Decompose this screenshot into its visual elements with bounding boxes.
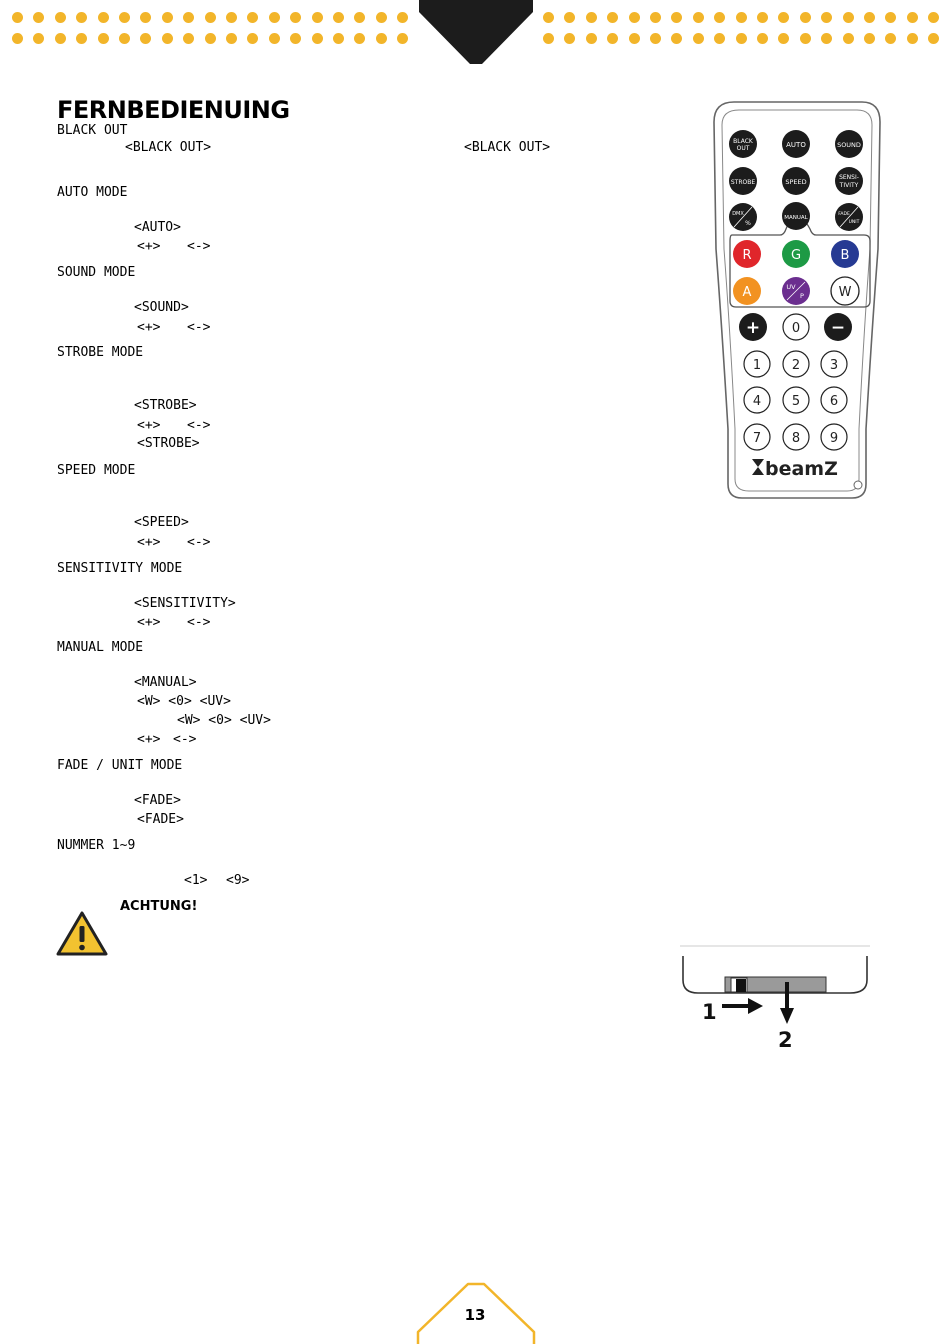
header-dot — [98, 12, 109, 23]
key-sensitivity-plus: <+> — [137, 615, 161, 630]
header-dot — [757, 12, 768, 23]
header-dot — [162, 33, 173, 44]
header-dot — [333, 12, 344, 23]
remote-number-3-button — [821, 351, 847, 377]
header-dot — [333, 33, 344, 44]
header-dot — [928, 33, 939, 44]
key-sensitivity: <SENSITIVITY> — [134, 596, 236, 611]
remote-auto-button — [782, 130, 810, 158]
header-dot — [885, 33, 896, 44]
header-dot — [564, 12, 575, 23]
svg-text:4: 4 — [752, 394, 762, 409]
heading-strobe-mode: STROBE MODE — [57, 345, 144, 360]
remote-ir-led-icon — [854, 481, 862, 489]
remote-strobe-button — [729, 167, 757, 195]
remote-minus-button — [824, 313, 852, 341]
header-dot — [821, 33, 832, 44]
remote-sound-button — [835, 130, 863, 158]
key-strobe-second: <STROBE> — [137, 436, 200, 451]
svg-text:beamZ: beamZ — [765, 458, 838, 480]
header-dot — [376, 33, 387, 44]
heading-manual-mode: MANUAL MODE — [57, 640, 144, 655]
remote-manual-button — [782, 202, 810, 230]
battery-step-1-label: 1 — [702, 1000, 717, 1024]
heading-number: NUMMER 1~9 — [57, 838, 136, 853]
header-dot — [226, 12, 237, 23]
svg-text:R: R — [742, 248, 752, 263]
key-speed-plus: <+> — [137, 535, 161, 550]
header-dot — [76, 33, 87, 44]
header-dot — [629, 12, 640, 23]
header-dot — [33, 12, 44, 23]
key-manual-minus: <-> — [173, 732, 197, 747]
header-dot — [162, 12, 173, 23]
header-dot — [354, 33, 365, 44]
svg-text:UV: UV — [786, 283, 796, 291]
header-dot — [586, 33, 597, 44]
svg-text:BLACK: BLACK — [733, 138, 753, 145]
svg-text:7: 7 — [752, 431, 762, 446]
svg-text:SENSI-: SENSI- — [839, 174, 859, 181]
heading-fade-mode: FADE / UNIT MODE — [57, 758, 183, 773]
header-dot — [205, 33, 216, 44]
remote-number-7-button — [744, 424, 770, 450]
svg-text:AUTO: AUTO — [786, 141, 806, 149]
remote-uv-button — [782, 277, 810, 305]
header-dot — [290, 33, 301, 44]
header-dot — [354, 12, 365, 23]
warning-triangle-icon — [56, 911, 108, 957]
svg-text:B: B — [840, 248, 850, 263]
header-dot — [821, 12, 832, 23]
remote-number-1-button — [744, 351, 770, 377]
header-dot — [757, 33, 768, 44]
header-dot — [55, 12, 66, 23]
header-dot — [800, 33, 811, 44]
remote-amber-button — [733, 277, 761, 305]
header-dot — [140, 33, 151, 44]
remote-number-2-button — [783, 351, 809, 377]
key-number-last: <9> — [226, 873, 250, 888]
remote-blue-button — [831, 240, 859, 268]
page-title: FERNBEDIENUING — [57, 96, 290, 124]
key-auto-plus: <+> — [137, 239, 161, 254]
svg-text:+: + — [745, 318, 761, 338]
header-dot — [183, 12, 194, 23]
svg-text:STROBE: STROBE — [730, 179, 756, 186]
key-manual-plus: <+> — [137, 732, 161, 747]
remote-green-button — [782, 240, 810, 268]
header-dot — [55, 33, 66, 44]
svg-text:MANUAL: MANUAL — [784, 215, 808, 221]
key-sensitivity-minus: <-> — [187, 615, 211, 630]
key-fade: <FADE> — [134, 793, 181, 808]
svg-text:9: 9 — [829, 431, 839, 446]
header-dot — [864, 12, 875, 23]
header-dot — [907, 12, 918, 23]
remote-number-6-button — [821, 387, 847, 413]
remote-white-button — [831, 277, 859, 305]
header-dot — [290, 12, 301, 23]
battery-step-2-label: 2 — [778, 1028, 793, 1052]
svg-text:−: − — [830, 318, 846, 338]
header-dot — [714, 33, 725, 44]
header-dot — [312, 12, 323, 23]
remote-number-5-button — [783, 387, 809, 413]
svg-text:3: 3 — [829, 358, 839, 373]
header-dot — [312, 33, 323, 44]
key-speed-minus: <-> — [187, 535, 211, 550]
key-number-first: <1> — [184, 873, 208, 888]
svg-text:1: 1 — [752, 358, 762, 373]
header-dot — [864, 33, 875, 44]
remote-fade-button — [835, 203, 863, 231]
key-sound-plus: <+> — [137, 320, 161, 335]
header-dot — [671, 12, 682, 23]
header-dot — [607, 12, 618, 23]
remote-sensitivity-button — [835, 167, 863, 195]
svg-text:P: P — [800, 292, 804, 300]
remote-speed-button — [782, 167, 810, 195]
svg-text:0: 0 — [791, 321, 801, 336]
key-manual: <MANUAL> — [134, 675, 197, 690]
header-dot — [226, 33, 237, 44]
heading-auto-mode: AUTO MODE — [57, 185, 128, 200]
header-dot — [843, 33, 854, 44]
heading-sensitivity-mode: SENSITIVITY MODE — [57, 561, 183, 576]
key-manual-row2: <W> <0> <UV> — [177, 713, 271, 728]
remote-number-8-button — [783, 424, 809, 450]
svg-text:OUT: OUT — [736, 145, 750, 152]
remote-brand-logo — [752, 458, 838, 480]
heading-black-out: BLACK OUT — [57, 123, 128, 138]
svg-text:%: % — [745, 220, 751, 227]
heading-sound-mode: SOUND MODE — [57, 265, 136, 280]
header-dot — [12, 33, 23, 44]
header-dot — [269, 33, 280, 44]
header-dot — [564, 33, 575, 44]
header-dot — [928, 12, 939, 23]
remote-control-illustration — [712, 99, 884, 503]
header-dot — [205, 12, 216, 23]
header-dot — [543, 33, 554, 44]
header-dot — [714, 12, 725, 23]
remote-dmx-button — [729, 203, 757, 231]
svg-text:G: G — [790, 248, 802, 263]
svg-text:FADE: FADE — [838, 212, 850, 217]
header-dot — [800, 12, 811, 23]
key-strobe: <STROBE> — [134, 398, 197, 413]
header-dot — [693, 12, 704, 23]
key-fade-second: <FADE> — [137, 812, 184, 827]
header-dot — [907, 33, 918, 44]
header-dot — [397, 12, 408, 23]
svg-text:5: 5 — [791, 394, 801, 409]
svg-text:SPEED: SPEED — [785, 178, 807, 186]
key-black-out-right: <BLACK OUT> — [464, 140, 551, 155]
svg-text:A: A — [742, 285, 752, 300]
header-dot — [76, 12, 87, 23]
header-dot — [586, 12, 597, 23]
key-speed: <SPEED> — [134, 515, 189, 530]
header-dot — [269, 12, 280, 23]
header-dot — [140, 12, 151, 23]
header-dot — [671, 33, 682, 44]
header-dot — [778, 33, 789, 44]
heading-speed-mode: SPEED MODE — [57, 463, 136, 478]
header-dot — [98, 33, 109, 44]
svg-text:8: 8 — [791, 431, 801, 446]
header-dot — [33, 33, 44, 44]
header-dot — [607, 33, 618, 44]
header-dot — [885, 12, 896, 23]
key-sound: <SOUND> — [134, 300, 189, 315]
key-auto-minus: <-> — [187, 239, 211, 254]
header-dot — [778, 12, 789, 23]
header-dot — [693, 33, 704, 44]
header-dot — [650, 12, 661, 23]
header-dot — [629, 33, 640, 44]
key-black-out-left: <BLACK OUT> — [125, 140, 212, 155]
header-dot — [119, 33, 130, 44]
remote-black-out-button — [729, 130, 757, 158]
svg-text:6: 6 — [829, 394, 839, 409]
header-dot — [736, 12, 747, 23]
header-dot — [247, 12, 258, 23]
svg-text:2: 2 — [791, 358, 801, 373]
svg-text:TIVITY: TIVITY — [839, 182, 859, 189]
remote-plus-button — [739, 313, 767, 341]
key-strobe-minus: <-> — [187, 418, 211, 433]
header-dot — [376, 12, 387, 23]
svg-text:W: W — [838, 285, 852, 300]
header-dot — [119, 12, 130, 23]
key-auto: <AUTO> — [134, 220, 181, 235]
header-dot — [12, 12, 23, 23]
header-tab-shape — [419, 0, 533, 66]
key-strobe-plus: <+> — [137, 418, 161, 433]
header-dot — [397, 33, 408, 44]
remote-zero-button — [783, 314, 809, 340]
header-dot — [183, 33, 194, 44]
svg-text:SOUND: SOUND — [837, 141, 861, 149]
key-manual-row1: <W> <0> <UV> — [137, 694, 231, 709]
remote-number-9-button — [821, 424, 847, 450]
battery-compartment-figure — [678, 940, 873, 1052]
warning-title: ACHTUNG! — [120, 899, 198, 914]
remote-number-4-button — [744, 387, 770, 413]
header-dot — [543, 12, 554, 23]
remote-red-button — [733, 240, 761, 268]
key-sound-minus: <-> — [187, 320, 211, 335]
header-dot — [843, 12, 854, 23]
page-number: 13 — [464, 1306, 486, 1324]
header-dot — [247, 33, 258, 44]
svg-text:UNIT: UNIT — [848, 220, 860, 225]
header-dot — [736, 33, 747, 44]
header-dot — [650, 33, 661, 44]
svg-text:DMX: DMX — [732, 211, 744, 217]
